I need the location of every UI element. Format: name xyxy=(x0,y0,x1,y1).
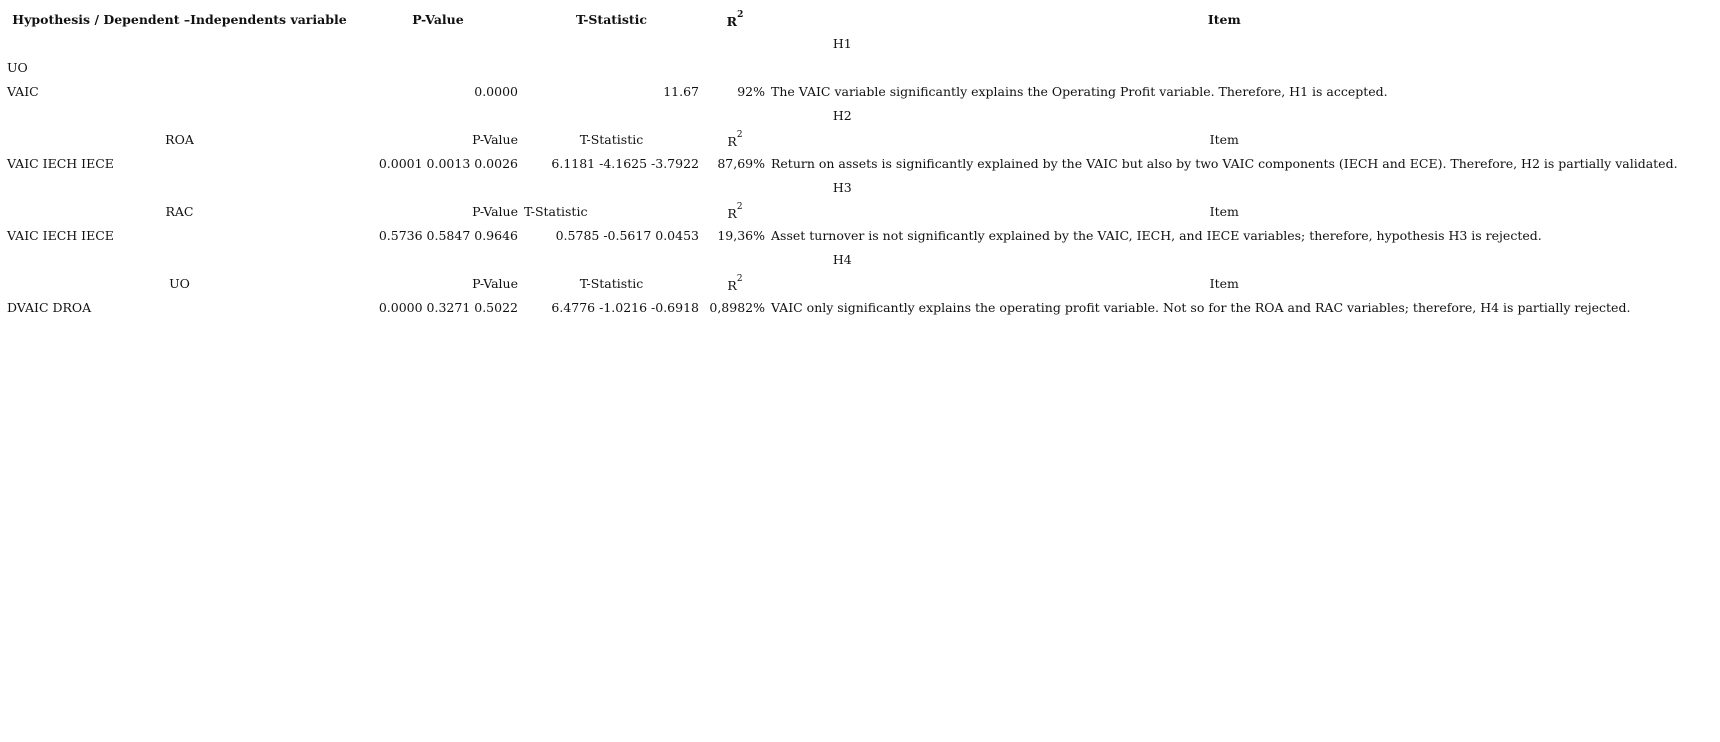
dependent-row xyxy=(4,56,1681,80)
r-squared-h1: 92% xyxy=(737,84,765,99)
dependent-variable-h1: UO xyxy=(7,60,28,75)
sub-header-item-h2: Item xyxy=(1209,132,1239,147)
hypothesis-label-h2: H2 xyxy=(832,108,852,123)
header-p-value: P-Value xyxy=(412,12,464,27)
sub-header-item-h4: Item xyxy=(1209,276,1239,291)
sub-header-r-squared-h4 xyxy=(702,272,768,296)
dependent-variable-h3: RAC xyxy=(165,204,194,219)
p-value-h3: 0.5736 0.5847 0.9646 xyxy=(378,228,518,243)
t-statistic-h4: 6.4776 -1.0216 -0.6918 xyxy=(551,300,699,315)
sub-header-item-h3: Item xyxy=(1209,204,1239,219)
item-h1: The VAIC variable significantly explains the Operating Profit variable. Therefore, H1 is accepted. xyxy=(771,84,1388,99)
sub-header-r2-exponent: 2 xyxy=(736,129,743,140)
hypothesis-results-table xyxy=(4,8,1681,320)
item-h3: Asset turnover is not significantly explained by the VAIC, IECH, and IECE variables; therefore, hypothesis H3 is rejected. xyxy=(771,228,1542,243)
hypothesis-label-h4: H4 xyxy=(832,252,852,267)
hypothesis-row xyxy=(4,248,1681,272)
r-squared-h2: 87,69% xyxy=(717,156,765,171)
table-row xyxy=(4,152,1681,176)
sub-header-t-statistic-h2: T-Statistic xyxy=(579,132,644,147)
t-statistic-h3: 0.5785 -0.5617 0.0453 xyxy=(555,228,699,243)
r-squared-h4: 0,8982% xyxy=(709,300,765,315)
sub-header-row xyxy=(4,128,1681,152)
table-row xyxy=(4,296,1681,320)
sub-header-r2-base: R xyxy=(727,206,737,221)
sub-header-r2-exponent: 2 xyxy=(736,273,743,284)
sub-header-r-squared-h2 xyxy=(702,128,768,152)
sub-header-p-value-h2: P-Value xyxy=(472,132,518,147)
item-h4: VAIC only significantly explains the operating profit variable. Not so for the ROA and RAC variables; therefore, H4 is partially rejected. xyxy=(771,300,1631,315)
table-row xyxy=(4,80,1681,104)
hypothesis-label-h3: H3 xyxy=(832,180,852,195)
hypothesis-row xyxy=(4,104,1681,128)
p-value-h2: 0.0001 0.0013 0.0026 xyxy=(378,156,518,171)
dependent-variable-h2: ROA xyxy=(165,132,194,147)
independents-h1: VAIC xyxy=(7,84,39,99)
independents-h3: VAIC IECH IECE xyxy=(7,228,114,243)
header-variable: Hypothesis / Dependent –Independents variable xyxy=(12,12,347,27)
sub-header-p-value-h4: P-Value xyxy=(472,276,518,291)
sub-header-r-squared-h3 xyxy=(702,200,768,224)
sub-header-r2-base: R xyxy=(727,278,737,293)
sub-header-r2-exponent: 2 xyxy=(736,201,743,212)
t-statistic-h2: 6.1181 -4.1625 -3.7922 xyxy=(551,156,699,171)
r-squared-h3: 19,36% xyxy=(717,228,765,243)
t-statistic-h1: 11.67 xyxy=(663,84,699,99)
table-row xyxy=(4,224,1681,248)
header-item: Item xyxy=(1207,12,1241,27)
p-value-h4: 0.0000 0.3271 0.5022 xyxy=(378,300,518,315)
dependent-variable-h4: UO xyxy=(169,276,190,291)
header-r2-exponent: 2 xyxy=(737,9,744,20)
independents-h2: VAIC IECH IECE xyxy=(7,156,114,171)
hypothesis-row xyxy=(4,32,1681,56)
sub-header-r2-base: R xyxy=(727,134,737,149)
header-t-statistic: T-Statistic xyxy=(575,12,647,27)
p-value-h1: 0.0000 xyxy=(474,84,518,99)
sub-header-p-value-h3: P-Value xyxy=(472,204,518,219)
sub-header-row xyxy=(4,200,1681,224)
independents-h4: DVAIC DROA xyxy=(7,300,92,315)
sub-header-t-statistic-h3: T-Statistic xyxy=(524,204,588,219)
header-r2-base: R xyxy=(726,14,738,29)
hypothesis-row xyxy=(4,176,1681,200)
sub-header-t-statistic-h4: T-Statistic xyxy=(579,276,644,291)
item-h2: Return on assets is significantly explained by the VAIC but also by two VAIC components (IECH and ECE). Therefore, H2 is partially validated. xyxy=(771,156,1678,171)
hypothesis-label-h1: H1 xyxy=(832,36,852,51)
table-header-row xyxy=(4,8,1681,32)
header-r-squared xyxy=(702,8,768,32)
sub-header-row xyxy=(4,272,1681,296)
